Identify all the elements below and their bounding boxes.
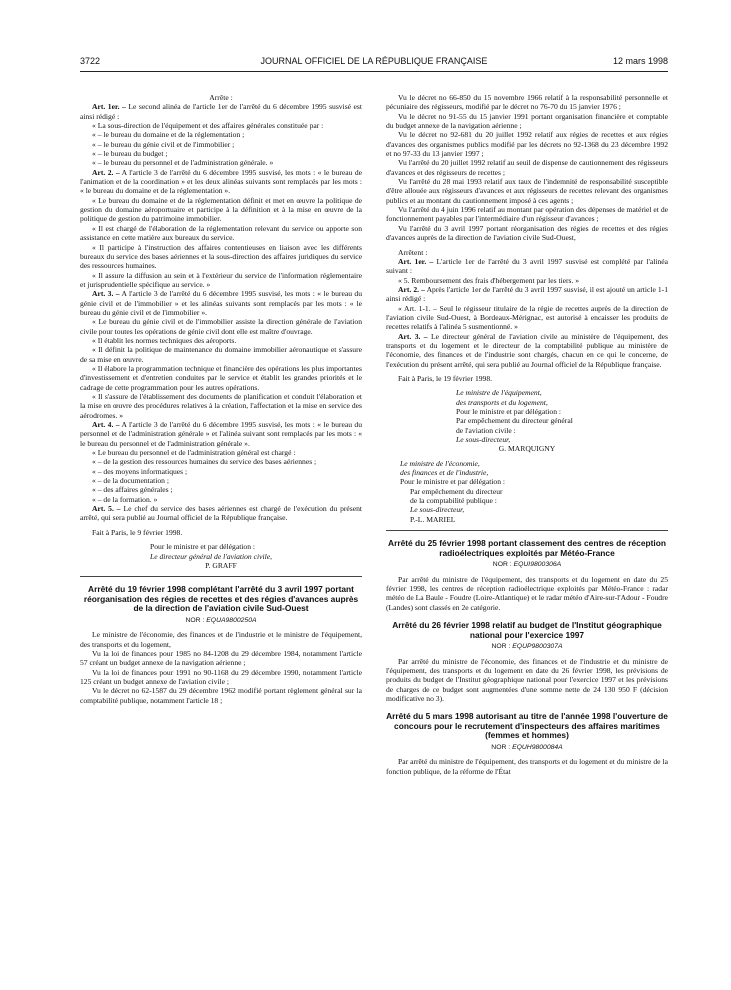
article-text: Le chef du service des bases aériennes est chargé de l'exécution du présent arrêté, qui sera publié au Journal officiel de la République française. <box>80 504 362 523</box>
paragraph: Fait à Paris, le 9 février 1998. <box>92 527 183 537</box>
paragraph: « Il élabore la programmation technique et financière des opérations les plus importantes d'investissement et d'entretien conduites par le service et établit les grandes priorités et le cadrage de cette programmation pour les autres opérations. <box>80 363 362 392</box>
article-paragraph <box>386 285 668 304</box>
signature-line: Pour le ministre et par délégation : <box>456 407 562 416</box>
paragraph: Par arrêté du ministre de l'économie, des finances et de l'industrie et du ministre de l'équipement, des transports et du logement en date du 26 février 1998, les prévisions de produits du budget de l'Institut géographique national pour l'exercice 1997 et les prévisions de charges de ce budget sont augmentées d'une somme nette de 24 130 950 F (décision modificative no 3). <box>386 656 668 703</box>
signature-title: des transports et du logement, <box>456 397 548 407</box>
signatory-name: G. MARQUIGNY <box>498 444 556 454</box>
left-column <box>80 93 362 705</box>
paragraph: « – le bureau du budget ; <box>92 149 168 159</box>
nor-label: NOR : <box>185 616 207 624</box>
paragraph: Vu l'arrêté du 4 juin 1996 relatif au montant par opération des dépenses de matériel et de fonctionnement payables par l'intermédiaire d'un régisseur d'avances ; <box>386 205 668 224</box>
decree-title: Arrêté du 19 février 1998 complétant l'arrêté du 3 avril 1997 portant réorganisation des régies de recettes et des régies d'avances auprès de la direction de l'aviation civile Sud-Ouest <box>83 584 359 614</box>
decree-title: Arrêté du 26 février 1998 relatif au budget de l'Institut géographique national pour l'exercice 1997 <box>392 620 662 640</box>
paragraph: Par arrêté du ministre de l'équipement, des transports et du logement en date du 25 février 1998, les centres de réception radioélectrique exploités par Météo-France : radar météo de La Baule - Foudre (Loire-Atlantique) et le radar météo d'Aire-sur-l'Adour - Foudre (Landes) sont classés en 2e catégorie. <box>386 574 668 612</box>
paragraph: Vu le décret no 92-681 du 20 juillet 1992 relatif aux régies de recettes et aux régies d'avances des organismes publics modifié par les décrets no 92-1368 du 23 décembre 1992 et no 97-33 du 13 janvier 1997 ; <box>386 130 668 159</box>
signature-line: Par empêchement du directeur général <box>456 416 573 426</box>
signature-line: Pour le ministre et par délégation : <box>150 542 256 552</box>
signature-title: Le sous-directeur, <box>456 435 511 445</box>
paragraph: « Il s'assure de l'établissement des documents de planification et conduit l'élaboration et la mise en œuvre des procédures relatives à la création, l'affectation et la mise en service des aérodromes. » <box>80 392 362 420</box>
header-rule <box>80 71 668 72</box>
paragraph: « – des moyens informatiques ; <box>92 466 188 476</box>
paragraph: « Le bureau du domaine et de la réglementation définit et met en œuvre la politique de gestion du domaine aéroportuaire et participe à la définition et à la mise en œuvre de la politique de gestion du patrimoine immobilier. <box>80 195 362 224</box>
paragraph: « – de la formation. » <box>92 494 158 504</box>
article-label: Art. 2. – <box>92 167 120 177</box>
article-label: Art. 1er. – <box>398 256 434 266</box>
paragraph: « Le bureau du personnel et de l'administration général est chargé : <box>92 448 296 458</box>
signature-title: des finances et de l'industrie, <box>400 468 489 478</box>
article-text: A l'article 3 de l'arrêté du 6 décembre 1995 susvisé, les mots : « le bureau de l'animation et de la coordination » et les deux alinéas suivants sont remplacés par les mots : « le bureau du domaine et de la réglementation ». <box>80 167 362 196</box>
paragraph: « Il participe à l'instruction des affaires contentieuses en liaison avec les différents bureaux du service des bases aériennes et la sous-direction des affaires juridiques du service des ressources humaines. <box>80 242 362 271</box>
article-text: A l'article 3 de l'arrêté du 6 décembre 1995 susvisé, les mots : « le bureau du génie civil et de l'immobilier » et les alinéas suivants sont remplacés par les mots : « le bureau du génie civil et de l'immobilier ». <box>80 289 362 317</box>
paragraph: Vu l'arrêté du 28 mai 1993 relatif aux taux de l'indemnité de responsabilité susceptible d'être allouée aux régisseurs d'avances et aux régisseurs de recettes relevant des organismes publics et au montant du cautionnement imposé à ces agents ; <box>386 177 668 205</box>
paragraph: « Il établit les normes techniques des aéroports. <box>92 335 237 345</box>
section-rule <box>80 576 362 577</box>
signatory-name: P. GRAFF <box>205 560 237 570</box>
page-header <box>80 56 668 70</box>
paragraph: « 5. Remboursement des frais d'hébergement par les tiers. » <box>398 275 580 285</box>
signature-line: de la comptabilité publique : <box>410 496 497 506</box>
article-label: Art. 5. – <box>92 504 121 514</box>
nor-reference <box>80 616 362 625</box>
paragraph: Vu la loi de finances pour 1985 no 84-1208 du 29 décembre 1984, notamment l'article 57 créant un budget annexe de la navigation aérienne ; <box>80 649 362 668</box>
article-text: Le second alinéa de l'article 1er de l'arrêté du 6 décembre 1995 susvisé est ainsi rédigé : <box>80 102 362 121</box>
article-label: Art. 1er. – <box>92 102 126 112</box>
issue-date: 12 mars 1998 <box>612 56 668 66</box>
article-label: Art. 4. – <box>92 420 120 430</box>
article-paragraph <box>80 504 362 523</box>
paragraph: Vu le décret no 91-55 du 15 janvier 1991 portant organisation financière et comptable du budget annexe de la navigation aérienne ; <box>386 111 668 131</box>
article-text: L'article 1er de l'arrêté du 3 avril 1997 susvisé est complété par l'alinéa suivant : <box>386 256 668 276</box>
article-paragraph <box>80 168 362 196</box>
nor-reference <box>386 560 668 569</box>
paragraph: « – le bureau du génie civil et de l'immobilier ; <box>92 139 235 149</box>
paragraph: « Il assure la diffusion au sein et à l'extérieur du service de l'information réglementaire et jurisprudentielle spécifique au service. » <box>80 270 362 289</box>
article-paragraph <box>80 289 362 317</box>
paragraph: Vu le décret no 66-850 du 15 novembre 1966 relatif à la responsabilité personnelle et pécuniaire des régisseurs, modifié par le décret no 76-70 du 15 janvier 1976 ; <box>386 93 668 112</box>
paragraph: « Le bureau du génie civil et de l'immobilier assiste la direction générale de l'aviation civile pour toutes les opérations de génie civil dont elle est maître d'ouvrage. <box>80 317 362 336</box>
nor-code: EQUI9800306A <box>513 561 562 569</box>
nor-code: EQUH9800084A <box>512 744 563 752</box>
section-rule <box>386 530 668 531</box>
paragraph: « – de la documentation ; <box>92 476 169 486</box>
nor-label: NOR : <box>492 561 514 569</box>
article-paragraph <box>80 420 362 448</box>
nor-code: EQUP9800307A <box>512 643 563 651</box>
paragraph: « – le bureau du personnel et de l'administration générale. » <box>92 158 274 168</box>
article-paragraph <box>386 332 668 369</box>
paragraph: Fait à Paris, le 19 février 1998. <box>398 373 493 383</box>
decree-title: Arrêté du 5 mars 1998 autorisant au titre de l'année 1998 l'ouverture de concours pour le recrutement d'inspecteurs des affaires maritimes (femmes et hommes) <box>386 711 668 741</box>
signature-title: Le ministre de l'équipement, <box>456 388 542 398</box>
article-text: A l'article 3 de l'arrêté du 6 décembre 1995 susvisé, les mots : « le bureau du personnel et de l'administration générale » et l'alinéa suivant sont remplacés par les mots : « le bureau du personnel et de l'administration générale ». <box>80 420 362 448</box>
centered-line: Arrête : <box>209 93 233 102</box>
journal-title: JOURNAL OFFICIEL DE LA RÉPUBLIQUE FRANÇAISE <box>260 56 488 66</box>
nor-label: NOR : <box>491 643 513 651</box>
paragraph: « – des affaires générales ; <box>92 485 173 495</box>
signatory-name: P.-L. MARIEL <box>410 514 456 524</box>
paragraph: « Il définit la politique de maintenance du domaine immobilier aéronautique et s'assure de sa mise en œuvre. <box>80 345 362 364</box>
paragraph: Vu la loi de finances pour 1991 no 90-1168 du 29 décembre 1990, notamment l'article 125 créant un budget annexe de l'aviation civile ; <box>80 667 362 687</box>
paragraph: « Art. 1-1. – Seul le régisseur titulaire de la régie de recettes auprès de la direction de l'aviation civile Sud-Ouest, à Bordeaux-Mérignac, est autorisé à encaisser les produits de recettes relatifs à l'alinéa 5 susmentionné. » <box>386 303 668 332</box>
nor-label: NOR : <box>491 744 513 752</box>
decree-title: Arrêté du 25 février 1998 portant classement des centres de réception radioélectriques exploités par Météo-France <box>388 538 666 558</box>
article-label: Art. 2. – <box>398 284 425 294</box>
signature-title: Le directeur général de l'aviation civile, <box>150 551 272 561</box>
paragraph: Vu l'arrêté du 3 avril 1997 portant réorganisation des régies de recettes et des régies d'avances auprès de la direction de l'aviation civile Sud-Ouest, <box>386 223 668 243</box>
signature-title: Le sous-directeur, <box>410 505 465 515</box>
paragraph: « – de la gestion des ressources humaines du service des bases aériennes ; <box>92 457 317 467</box>
paragraph: Vu le décret no 62-1587 du 29 décembre 1962 modifié portant règlement général sur la comptabilité publique, notamment l'article 18 ; <box>80 686 362 705</box>
article-paragraph <box>386 257 668 276</box>
article-text: Le directeur général de l'aviation civile au ministère de l'équipement, des transports et du logement et le directeur de la comptabilité publique au ministère de l'économie, des finances et de l'industrie sont chargés, chacun en ce qui le concerne, de l'exécution du présent arrêté, qui sera publié au Journal officiel de la République française. <box>386 331 668 369</box>
article-text: Après l'article 1er de l'arrêté du 3 avril 1997 susvisé, il est ajouté un article 1-1 ainsi rédigé : <box>386 284 669 304</box>
article-paragraph <box>80 102 362 121</box>
paragraph: « La sous-direction de l'équipement et des affaires générales constituée par : <box>92 121 324 131</box>
signature-title: Le ministre de l'économie, <box>400 458 480 468</box>
signature-line: Pour le ministre et par délégation : <box>400 477 506 487</box>
nor-code: EQUA9800250A <box>206 616 257 624</box>
paragraph: « – le bureau du domaine et de la réglementation ; <box>92 130 245 140</box>
paragraph: Par arrêté du ministre de l'équipement, des transports et du logement et du ministre de la fonction publique, de la réforme de l'État <box>386 757 668 776</box>
signature-line: de l'aviation civile : <box>456 425 516 435</box>
page-number: 3722 <box>80 56 101 66</box>
paragraph: Vu l'arrêté du 20 juillet 1992 relatif au seuil de dispense de cautionnement des régisseurs d'avances et des régisseurs de recettes ; <box>386 158 668 177</box>
right-column <box>386 93 668 776</box>
signature-line: Par empêchement du directeur <box>410 486 503 496</box>
paragraph: Arrêtent : <box>398 247 428 257</box>
nor-reference <box>386 642 668 651</box>
article-label: Art. 3. – <box>92 289 120 299</box>
article-label: Art. 3. – <box>398 331 428 341</box>
paragraph: « Il est chargé de l'élaboration de la réglementation relevant du service ou apporte son assistance en cette matière aux bureaux du service. <box>80 223 362 243</box>
nor-reference <box>386 743 668 752</box>
paragraph: Le ministre de l'économie, des finances et de l'industrie et le ministre de l'équipement, des transports et du logement, <box>80 630 362 649</box>
